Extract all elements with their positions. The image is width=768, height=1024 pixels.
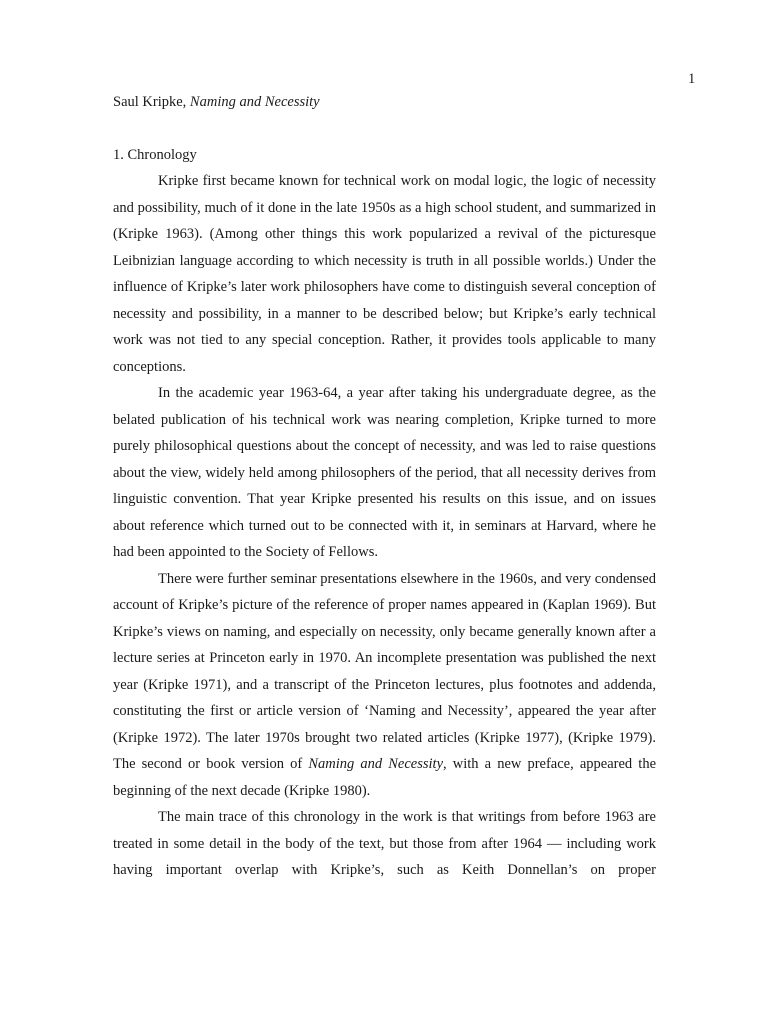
paragraph-1: Kripke first became known for technical work on modal logic, the logic of necessity and possibility, much of it done in the late 1950s as a high school student, and summarized in (Kripke 1963). (Among other things this work popularized a revival of the picturesque Leibnizian language according to which necessity is truth in all possible worlds.) Under the influence of Kripke’s later work philosophers have come to distinguish several conception of necessity and possibility, in a manner to be described below; but Kripke’s early technical work was not tied to any special conception. Rather, it provides tools applicable to many conceptions. [113,173,656,375]
paragraph-2: In the academic year 1963-64, a year after taking his undergraduate degree, as the belated publication of his technical work was nearing completion, Kripke turned to more purely philosophical questions about the concept of necessity, and was led to raise questions about the view, widely held among philosophers of the period, that all necessity derives from linguistic convention. That year Kripke presented his results on this issue, and on issues about reference which turned out to be connected with it, in seminars at Harvard, where he had been appointed to the Society of Fellows. [113,385,656,560]
paragraph-3 [113,566,656,805]
book-title: Naming and Necessity [189,94,320,110]
paragraph-3-text-start: There were further seminar presentations elsewhere in the 1960s, and very condensed account of Kripke’s picture of the reference of proper names appeared in (Kaplan 1969). But Kripke’s views on naming, and especially on necessity, only became generally known after a lecture series at Princeton early in 1970. An incomplete presentation was published the next year (Kripke 1971), and a transcript of the Princeton lectures, plus footnotes and addenda, constituting the first or article version of ‘Naming and Necessity’, appeared the year after (Kripke 1972). The later 1970s brought two related articles (Kripke 1977), (Kripke 1979). The second or book version of [113,570,656,772]
paragraph-4: The main trace of this chronology in the work is that writings from before 1963 are treated in some detail in the body of the text, but those from after 1964 — including work having important overlap with Kripke’s, such as Keith Donnellan’s on proper [113,809,656,878]
author-name: Saul Kripke, [113,94,190,110]
paragraph-3-book-title: Naming and Necessity [308,756,444,772]
document-title [113,93,320,111]
body-text [113,168,656,884]
paragraph-3-text-end: , with a new preface, appeared the beginning of the next decade (Kripke 1980). [113,756,657,799]
page-number: 1 [688,71,696,87]
section-heading: 1. Chronology [113,147,197,163]
